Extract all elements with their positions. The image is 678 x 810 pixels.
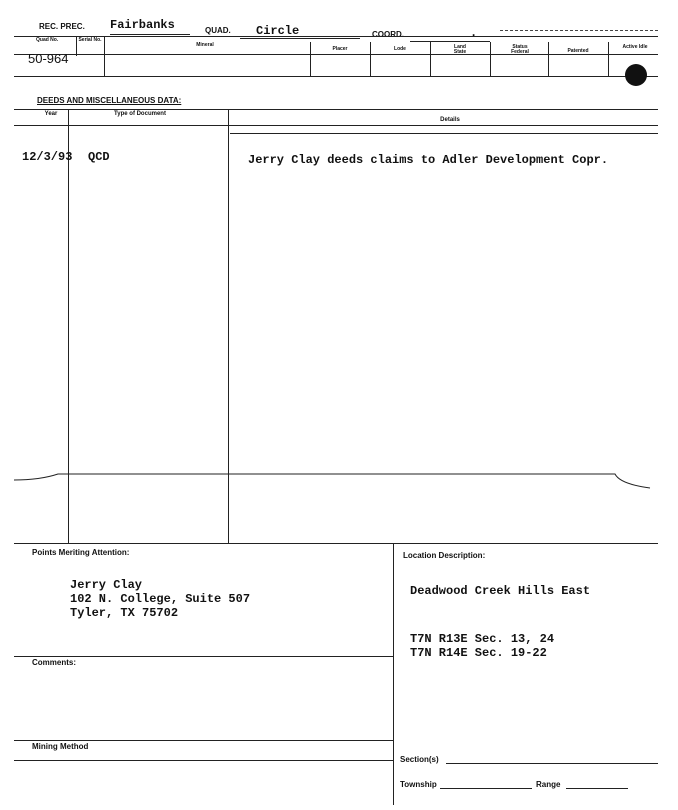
coord-label: COORD.: [372, 30, 404, 39]
col-type-of-document: Type of Document: [114, 111, 166, 117]
comments-label: Comments:: [32, 658, 77, 667]
location-line-2: T7N R14E Sec. 19-22: [410, 646, 547, 660]
mining-method-bottom-rule: [14, 760, 393, 761]
col-divider-land: [430, 42, 431, 76]
comments-top-rule: [14, 656, 393, 657]
col-lode: Lode: [394, 46, 406, 52]
col-quad-no: Quad No.: [36, 37, 59, 43]
col-active-idle: Active Idle: [622, 44, 648, 50]
col-land-state: Land State: [453, 44, 467, 55]
coord-value: .: [470, 26, 478, 40]
col-divider-lode: [370, 42, 371, 76]
quad-value: Circle: [256, 24, 300, 38]
deeds-header-bottom-rule: [14, 125, 658, 126]
sections-label: Section(s): [400, 755, 439, 764]
location-name: Deadwood Creek Hills East: [410, 584, 591, 598]
sections-underline: [446, 763, 658, 764]
deeds-header-top-rule: [14, 109, 658, 110]
coord-dashed-line: [500, 30, 658, 31]
bottom-section-top-rule: [14, 543, 658, 544]
quad-underline: [240, 38, 360, 39]
col-status-federal: Status Federal: [511, 44, 529, 55]
location-label: Location Description:: [403, 551, 486, 560]
active-marker-dot: [625, 64, 647, 86]
deed-row-type: QCD: [88, 150, 110, 164]
col-serial-no: Serial No.: [78, 37, 102, 43]
col-divider-active: [608, 42, 609, 76]
col-divider-patented: [548, 42, 549, 76]
coord-underline: [410, 41, 490, 42]
rec-prec-underline: [110, 34, 190, 35]
details-inner-rule: [230, 133, 658, 134]
rec-prec-value: Fairbanks: [110, 18, 175, 32]
township-underline: [440, 788, 532, 789]
page-fold-line: [0, 466, 678, 496]
location-line-1: T7N R13E Sec. 13, 24: [410, 632, 555, 646]
quad-label: QUAD.: [205, 26, 231, 35]
column-header-top-rule: [14, 36, 658, 37]
col-year: Year: [44, 111, 58, 117]
col-divider-status: [490, 42, 491, 76]
col-mineral: Mineral: [196, 42, 214, 48]
deed-row-year: 12/3/93: [22, 150, 73, 164]
mining-method-label: Mining Method: [32, 742, 89, 751]
col-patented: Patented: [567, 48, 589, 54]
rec-prec-label: REC. PREC.: [39, 22, 85, 31]
record-bottom-rule: [14, 76, 658, 77]
quad-serial-value: 50-964: [28, 51, 69, 66]
points-line-2: 102 N. College, Suite 507: [70, 592, 251, 606]
points-line-1: Jerry Clay: [70, 578, 143, 592]
deeds-section-title: DEEDS AND MISCELLANEOUS DATA:: [37, 96, 182, 105]
points-label: Points Meriting Attention:: [32, 548, 130, 557]
points-line-3: Tyler, TX 75702: [70, 606, 179, 620]
bottom-center-divider: [393, 543, 394, 805]
col-divider-placer: [310, 42, 311, 76]
col-details: Details: [440, 117, 460, 123]
township-label: Township: [400, 780, 437, 789]
range-label: Range: [536, 780, 561, 789]
mining-method-top-rule: [14, 740, 393, 741]
col-divider-serial: [76, 36, 77, 56]
col-divider-mineral: [104, 36, 105, 76]
column-header-bottom-rule: [14, 54, 658, 55]
col-placer: Placer: [332, 46, 348, 52]
deed-row-details: Jerry Clay deeds claims to Adler Development Copr.: [248, 153, 609, 167]
range-underline: [566, 788, 628, 789]
